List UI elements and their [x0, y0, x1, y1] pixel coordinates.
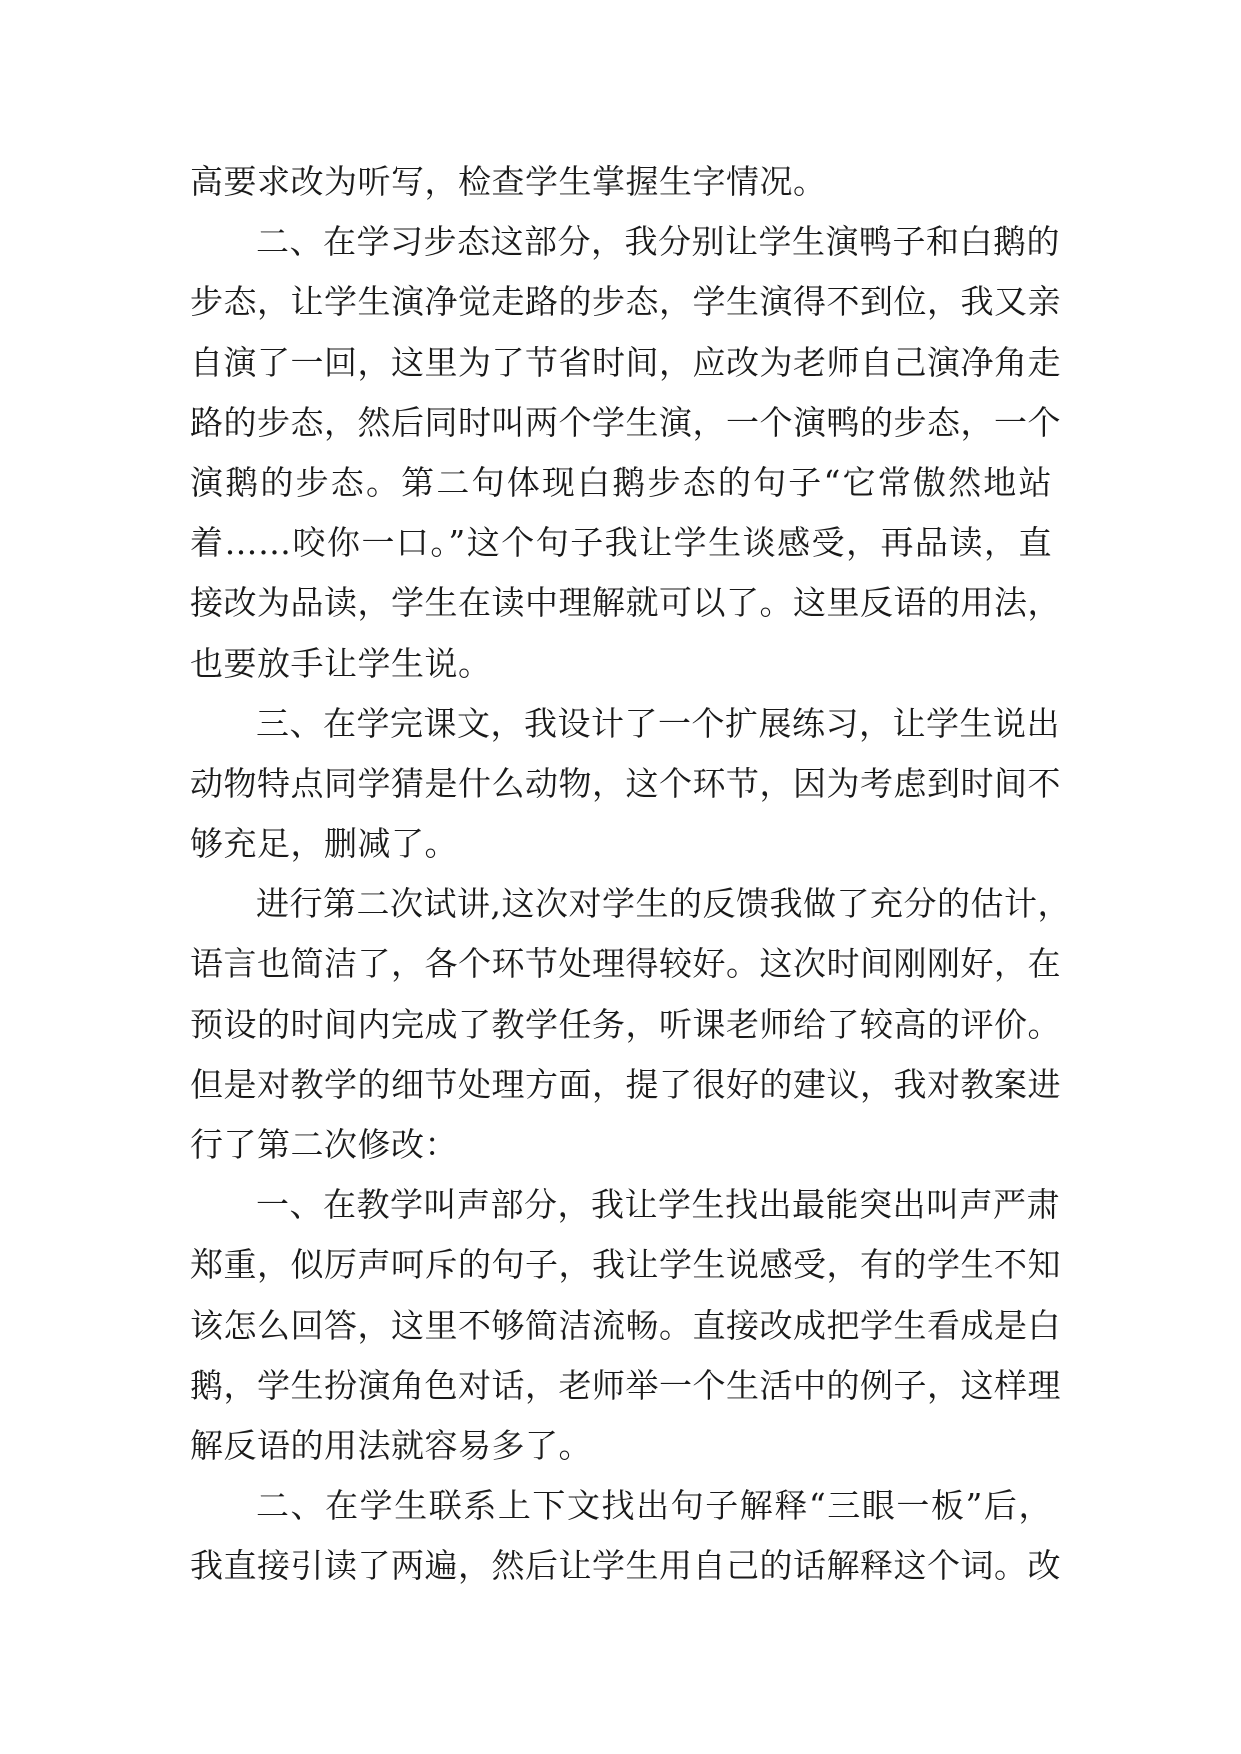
paragraph-first-line: 二、在学生联系上下文找出句子解释“三眼一板”后，	[256, 1486, 1052, 1526]
text-line: 也要放手让学生说。	[190, 643, 492, 683]
text-line: 我直接引读了两遍，然后让学生用自己的话解释这个词。改	[190, 1546, 1061, 1586]
document-text-body	[190, 152, 1071, 1597]
text-line: 接改为品读，学生在读中理解就可以了。这里反语的用法，	[190, 583, 1061, 623]
text-line: 步态，让学生演净觉走路的步态，学生演得不到位，我又亲	[190, 282, 1061, 322]
text-line: 但是对教学的细节处理方面，提了很好的建议，我对教案进	[190, 1064, 1061, 1104]
text-line: 自演了一回，这里为了节省时间，应改为老师自己演净角走	[190, 342, 1061, 382]
text-line: 鹅，学生扮演角色对话，老师举一个生活中的例子，这样理	[190, 1365, 1061, 1405]
text-line: 够充足，删减了。	[190, 824, 458, 864]
text-line: 郑重，似厉声呵斥的句子，我让学生说感受，有的学生不知	[190, 1245, 1061, 1285]
paragraph-first-line: 一、在教学叫声部分，我让学生找出最能突出叫声严肃	[256, 1185, 1060, 1225]
paragraph-first-line: 进行第二次试讲,这次对学生的反馈我做了充分的估计，	[256, 884, 1071, 924]
text-line: 路的步态，然后同时叫两个学生演，一个演鸭的步态，一个	[190, 402, 1061, 442]
text-line: 高要求改为听写，检查学生掌握生字情况。	[190, 162, 827, 201]
text-line: 语言也简洁了，各个环节处理得较好。这次时间刚刚好，在	[190, 944, 1061, 984]
text-line: 行了第二次修改：	[190, 1125, 458, 1164]
paragraph-first-line: 三、在学完课文，我设计了一个扩展练习，让学生说出	[256, 703, 1060, 743]
paragraph-first-line: 二、在学习步态这部分，我分别让学生演鸭子和白鹅的	[256, 222, 1060, 262]
text-line: 预设的时间内完成了教学任务，听课老师给了较高的评价。	[190, 1004, 1061, 1044]
text-line: 着……咬你一口。”这个句子我让学生谈感受，再品读，直	[190, 523, 1052, 563]
text-line: 该怎么回答，这里不够简洁流畅。直接改成把学生看成是白	[190, 1305, 1061, 1345]
text-line: 解反语的用法就容易多了。	[190, 1425, 592, 1465]
text-line: 演鹅的步态。第二句体现白鹅步态的句子“它常傲然地站	[190, 462, 1052, 502]
text-line: 动物特点同学猜是什么动物，这个环节，因为考虑到时间不	[190, 763, 1061, 803]
